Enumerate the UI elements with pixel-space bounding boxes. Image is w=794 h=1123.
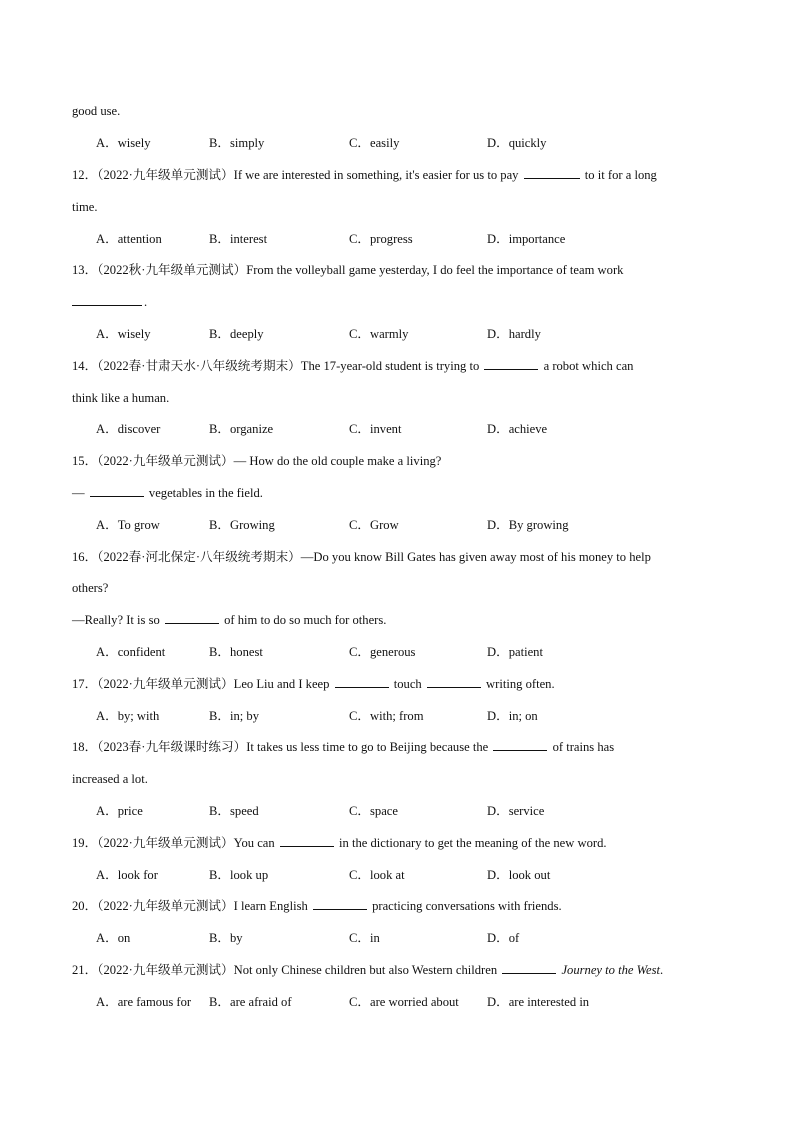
answer-blank <box>524 167 580 179</box>
answer-blank <box>335 676 389 688</box>
option-a: A．discover <box>96 422 161 436</box>
question-20-options <box>96 930 776 946</box>
question-13-continuation <box>72 294 147 310</box>
question-15-response <box>72 485 263 501</box>
question-text: vegetables in the field. <box>148 486 263 500</box>
question-text: Not only Chinese children but also Western children <box>233 963 498 977</box>
option-c: C．generous <box>349 645 416 659</box>
question-16-response <box>72 612 386 628</box>
question-14-continuation <box>72 390 169 406</box>
question-source: （2023春·九年级课时练习） <box>97 740 247 754</box>
question-17-options <box>96 708 776 724</box>
question-15-options <box>96 517 776 533</box>
question-text: of trains has <box>552 740 615 754</box>
question-21-options <box>96 994 776 1010</box>
question-text: others? <box>72 581 109 595</box>
question-text: touch <box>393 677 422 691</box>
question-11-continuation <box>72 103 120 119</box>
answer-blank <box>90 485 144 497</box>
answer-blank <box>280 835 334 847</box>
option-b: B．by <box>209 931 243 945</box>
answer-blank <box>165 612 219 624</box>
question-16-continuation <box>72 580 108 596</box>
question-text: of him to do so much for others. <box>224 613 387 627</box>
question-13 <box>72 262 623 278</box>
question-text: You can <box>233 836 275 850</box>
option-a: A．are famous for <box>96 995 192 1009</box>
question-text: Leo Liu and I keep <box>233 677 330 691</box>
option-c: C．look at <box>349 868 405 882</box>
option-d: D．are interested in <box>487 995 590 1009</box>
option-d: D．importance <box>487 232 566 246</box>
question-text: in the dictionary to get the meaning of the new word. <box>339 836 607 850</box>
option-c: C．in <box>349 931 380 945</box>
option-a: A．wisely <box>96 136 151 150</box>
option-d: D．in; on <box>487 709 538 723</box>
question-text: think like a human. <box>72 391 170 405</box>
question-19-options <box>96 867 776 883</box>
option-a: A．on <box>96 931 131 945</box>
question-text: The 17-year-old student is trying to <box>300 359 480 373</box>
question-text: —Really? It is so <box>72 613 160 627</box>
question-text: to it for a long <box>584 168 657 182</box>
question-number: 20． <box>72 899 98 913</box>
option-a: A．price <box>96 804 143 818</box>
question-12-continuation <box>72 199 98 215</box>
question-14-options <box>96 421 776 437</box>
option-c: C．progress <box>349 232 413 246</box>
option-b: B．Growing <box>209 518 275 532</box>
question-14 <box>72 358 633 374</box>
question-text: practicing conversations with friends. <box>372 899 562 913</box>
option-c: C．are worried about <box>349 995 459 1009</box>
option-c: C．space <box>349 804 398 818</box>
question-text: — <box>72 486 85 500</box>
question-text: If we are interested in something, it's easier for us to pay <box>233 168 519 182</box>
option-b: B．look up <box>209 868 269 882</box>
option-c: C．with; from <box>349 709 424 723</box>
option-d: D．of <box>487 931 520 945</box>
question-number: 13． <box>72 263 98 277</box>
option-d: D．look out <box>487 868 551 882</box>
question-text: — How do the old couple make a living? <box>233 454 442 468</box>
question-source: （2022秋·九年级单元测试） <box>97 263 247 277</box>
question-number: 17． <box>72 677 98 691</box>
question-16 <box>72 549 651 565</box>
question-number: 12． <box>72 168 98 182</box>
question-text: time. <box>72 200 98 214</box>
question-number: 15． <box>72 454 98 468</box>
option-b: B．organize <box>209 422 274 436</box>
question-13-options <box>96 326 776 342</box>
answer-blank <box>493 739 547 751</box>
question-number: 18． <box>72 740 98 754</box>
question-17 <box>72 676 555 692</box>
question-text: From the volleyball game yesterday, I do feel the importance of team work <box>246 263 624 277</box>
option-d: D．achieve <box>487 422 548 436</box>
option-b: B．are afraid of <box>209 995 292 1009</box>
option-a: A．look for <box>96 868 158 882</box>
question-15 <box>72 453 441 469</box>
option-d: D．By growing <box>487 518 569 532</box>
option-d: D．quickly <box>487 136 547 150</box>
question-19 <box>72 835 607 851</box>
answer-blank <box>502 962 556 974</box>
question-text: good use. <box>72 104 121 118</box>
question-text: increased a lot. <box>72 772 148 786</box>
question-text: I learn English <box>233 899 308 913</box>
question-source: （2022·九年级单元测试） <box>97 454 234 468</box>
question-text: writing often. <box>486 677 555 691</box>
question-source: （2022·九年级单元测试） <box>97 836 234 850</box>
option-c: C．easily <box>349 136 400 150</box>
option-b: B．interest <box>209 232 268 246</box>
option-c: C．invent <box>349 422 402 436</box>
question-18 <box>72 739 614 755</box>
option-b: B．in; by <box>209 709 260 723</box>
question-text: It takes us less time to go to Beijing because the <box>246 740 489 754</box>
option-b: B．honest <box>209 645 263 659</box>
question-source: （2022春·河北保定·八年级统考期末） <box>97 550 301 564</box>
question-source: （2022·九年级单元测试） <box>97 168 234 182</box>
book-title: Journey to the West <box>561 963 660 977</box>
question-source: （2022·九年级单元测试） <box>97 899 234 913</box>
question-number: 14． <box>72 359 98 373</box>
question-number: 21． <box>72 963 98 977</box>
option-d: D．service <box>487 804 545 818</box>
question-text: . <box>144 295 148 309</box>
question-text: —Do you know Bill Gates has given away most of his money to help <box>300 550 651 564</box>
option-a: A．attention <box>96 232 162 246</box>
question-source: （2022·九年级单元测试） <box>97 963 234 977</box>
question-21 <box>72 962 663 978</box>
question-text: a robot which can <box>543 359 634 373</box>
answer-blank <box>484 358 538 370</box>
option-a: A．confident <box>96 645 166 659</box>
option-d: D．hardly <box>487 327 541 341</box>
question-12 <box>72 167 657 183</box>
question-12-options <box>96 231 776 247</box>
option-c: C．warmly <box>349 327 409 341</box>
option-b: B．speed <box>209 804 259 818</box>
answer-blank <box>427 676 481 688</box>
option-a: A．wisely <box>96 327 151 341</box>
option-c: C．Grow <box>349 518 399 532</box>
option-b: B．deeply <box>209 327 264 341</box>
question-source: （2022春·甘肃天水·八年级统考期末） <box>97 359 301 373</box>
option-d: D．patient <box>487 645 543 659</box>
question-source: （2022·九年级单元测试） <box>97 677 234 691</box>
question-18-options <box>96 803 776 819</box>
question-11-options <box>96 135 776 151</box>
question-20 <box>72 898 562 914</box>
option-a: A．To grow <box>96 518 160 532</box>
option-a: A．by; with <box>96 709 160 723</box>
question-16-options <box>96 644 776 660</box>
question-number: 19． <box>72 836 98 850</box>
answer-blank <box>313 898 367 910</box>
question-number: 16． <box>72 550 98 564</box>
answer-blank <box>72 294 142 306</box>
question-text: . <box>659 963 664 977</box>
option-b: B．simply <box>209 136 265 150</box>
question-18-continuation <box>72 771 148 787</box>
